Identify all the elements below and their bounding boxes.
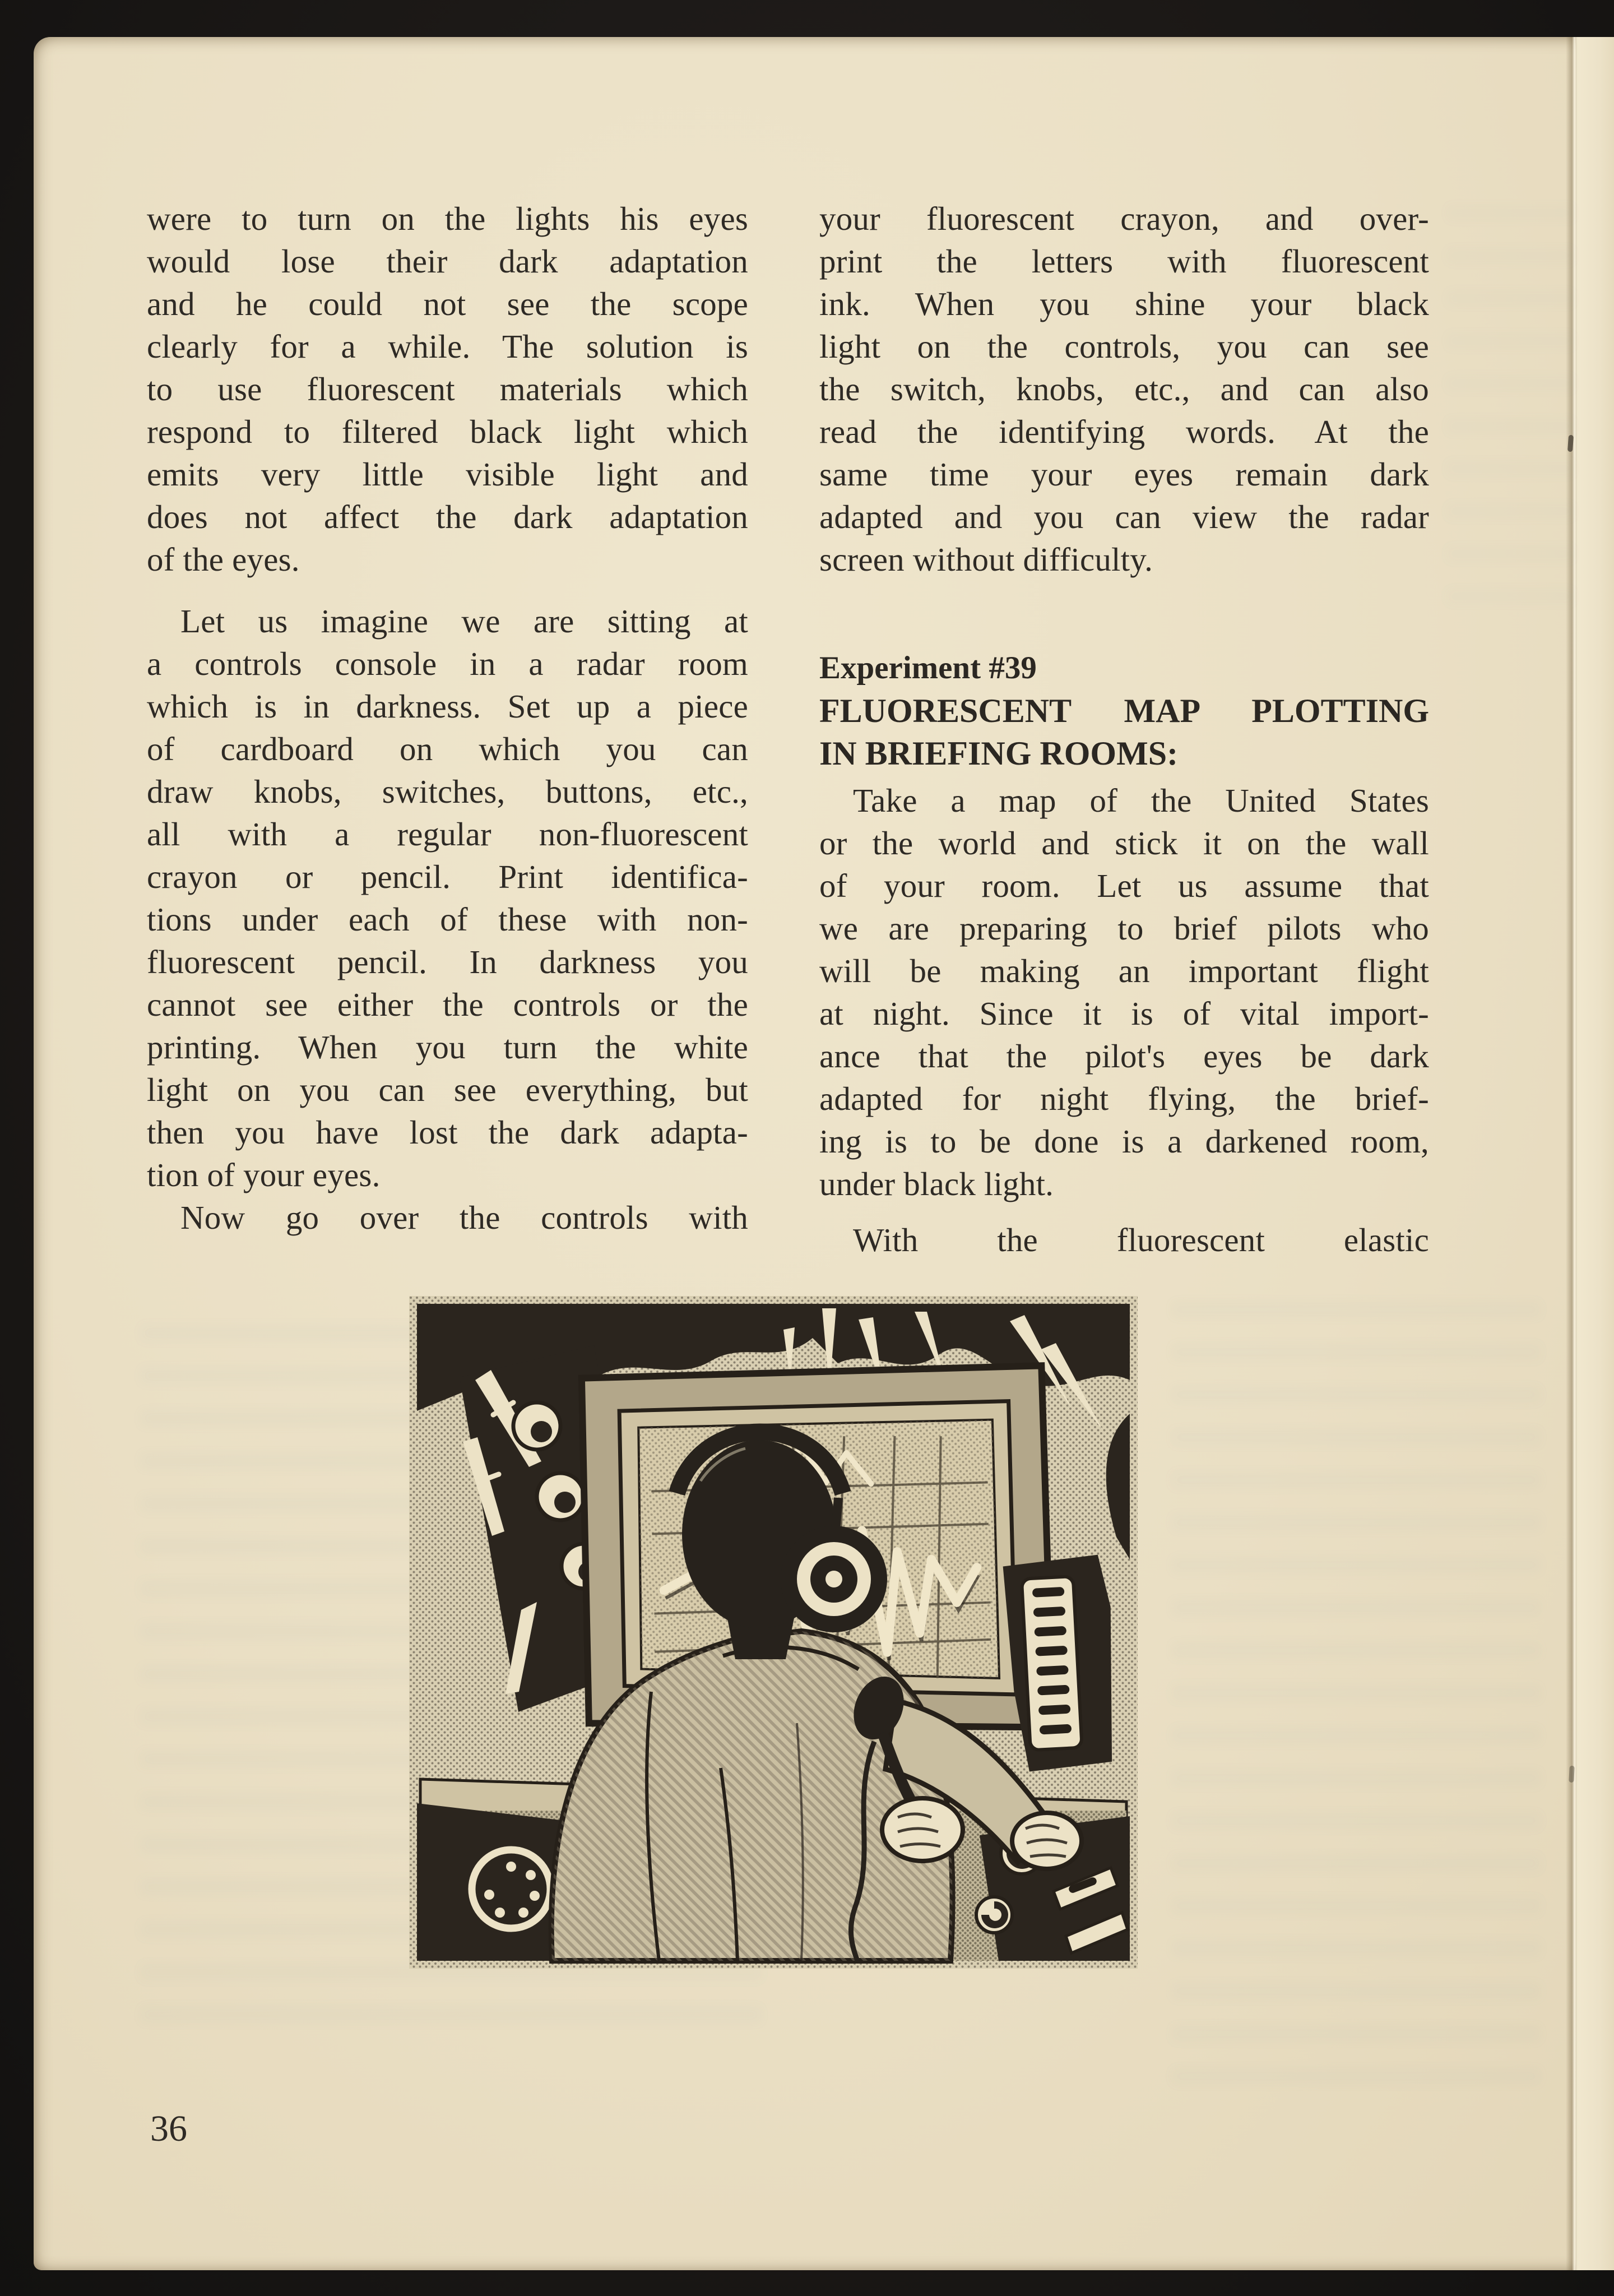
experiment-heading (819, 647, 1429, 775)
paragraph (819, 1219, 1429, 1261)
text-line: draw knobs, switches, buttons, etc., (147, 773, 748, 810)
left-text-column (147, 197, 748, 1239)
experiment-number: Experiment #39 (819, 650, 1037, 686)
paragraph (147, 197, 748, 581)
text-line: we are preparing to brief pilots who (819, 910, 1429, 947)
radar-operator-illustration (409, 1296, 1138, 1969)
paragraph (147, 600, 748, 1196)
text-line: adapted for night flying, the brief- (819, 1080, 1429, 1117)
adjacent-page-edge (1576, 37, 1614, 2270)
text-line: at night. Since it is of vital import- (819, 995, 1429, 1032)
text-line: ing is to be done is a darkened room, (819, 1123, 1429, 1160)
text-line: ink. When you shine your black (819, 285, 1429, 322)
phone-dial (472, 1850, 550, 1928)
text-line: does not affect the dark adaptation (147, 498, 748, 535)
text-line: tion of your eyes. (147, 1156, 381, 1193)
staple-mark (1569, 1766, 1575, 1783)
text-line: cannot see either the controls or the (147, 986, 748, 1023)
text-line: Take a map of the United States (853, 782, 1429, 819)
text-line: all with a regular non-fluorescent (147, 816, 748, 853)
text-line: and he could not see the scope (147, 285, 748, 322)
text-line: Now go over the controls with (180, 1199, 748, 1236)
text-line: read the identifying words. At the (819, 413, 1429, 450)
text-line: adapted and you can view the radar (819, 498, 1429, 535)
text-line: or the world and stick it on the wall (819, 825, 1429, 862)
text-line: clearly for a while. The solution is (147, 328, 748, 365)
text-line: the switch, knobs, etc., and can also (819, 371, 1429, 408)
page-number: 36 (150, 2108, 187, 2149)
text-line: of cardboard on which you can (147, 730, 748, 767)
text-line: of your room. Let us assume that (819, 867, 1429, 904)
right-text-column (819, 197, 1429, 1261)
text-line: printing. When you turn the white (147, 1029, 748, 1066)
text-line: were to turn on the lights his eyes (147, 200, 748, 237)
text-line: a controls console in a radar room (147, 645, 748, 682)
text-line: tions under each of these with non- (147, 901, 748, 938)
show-through-ghost (1171, 1289, 1541, 2085)
text-line: will be making an important flight (819, 952, 1429, 989)
text-line: to use fluorescent materials which (147, 371, 748, 408)
text-line: ance that the pilot's eyes be dark (819, 1038, 1429, 1075)
text-line: With the fluorescent elastic (853, 1221, 1429, 1258)
text-line: under black light. (819, 1165, 1054, 1202)
text-line: crayon or pencil. Print identifica- (147, 858, 748, 895)
text-line: Let us imagine we are sitting at (180, 603, 748, 640)
radar-operator-illustration-svg (409, 1296, 1138, 1969)
text-line: which is in darkness. Set up a piece (147, 688, 748, 725)
text-line: same time your eyes remain dark (819, 456, 1429, 493)
text-line: emits very little visible light and (147, 456, 748, 493)
text-line: respond to filtered black light which (147, 413, 748, 450)
text-line: would lose their dark adaptation (147, 243, 748, 280)
text-line: screen without difficulty. (819, 541, 1153, 578)
text-line: then you have lost the dark adapta- (147, 1114, 748, 1151)
experiment-title-line2: IN BRIEFING ROOMS: (819, 735, 1179, 772)
text-line: fluorescent pencil. In darkness you (147, 943, 748, 980)
paragraph (819, 197, 1429, 581)
paragraph (819, 779, 1429, 1205)
text-line: print the letters with fluorescent (819, 243, 1429, 280)
text-line: of the eyes. (147, 541, 300, 578)
text-line: light on you can see everything, but (147, 1071, 748, 1108)
experiment-title-line1: FLUORESCENT MAP PLOTTING (819, 692, 1429, 729)
paragraph (147, 1196, 748, 1239)
text-line: light on the controls, you can see (819, 328, 1429, 365)
show-through-ghost (1446, 179, 1575, 605)
text-line: your fluorescent crayon, and over- (819, 200, 1429, 237)
